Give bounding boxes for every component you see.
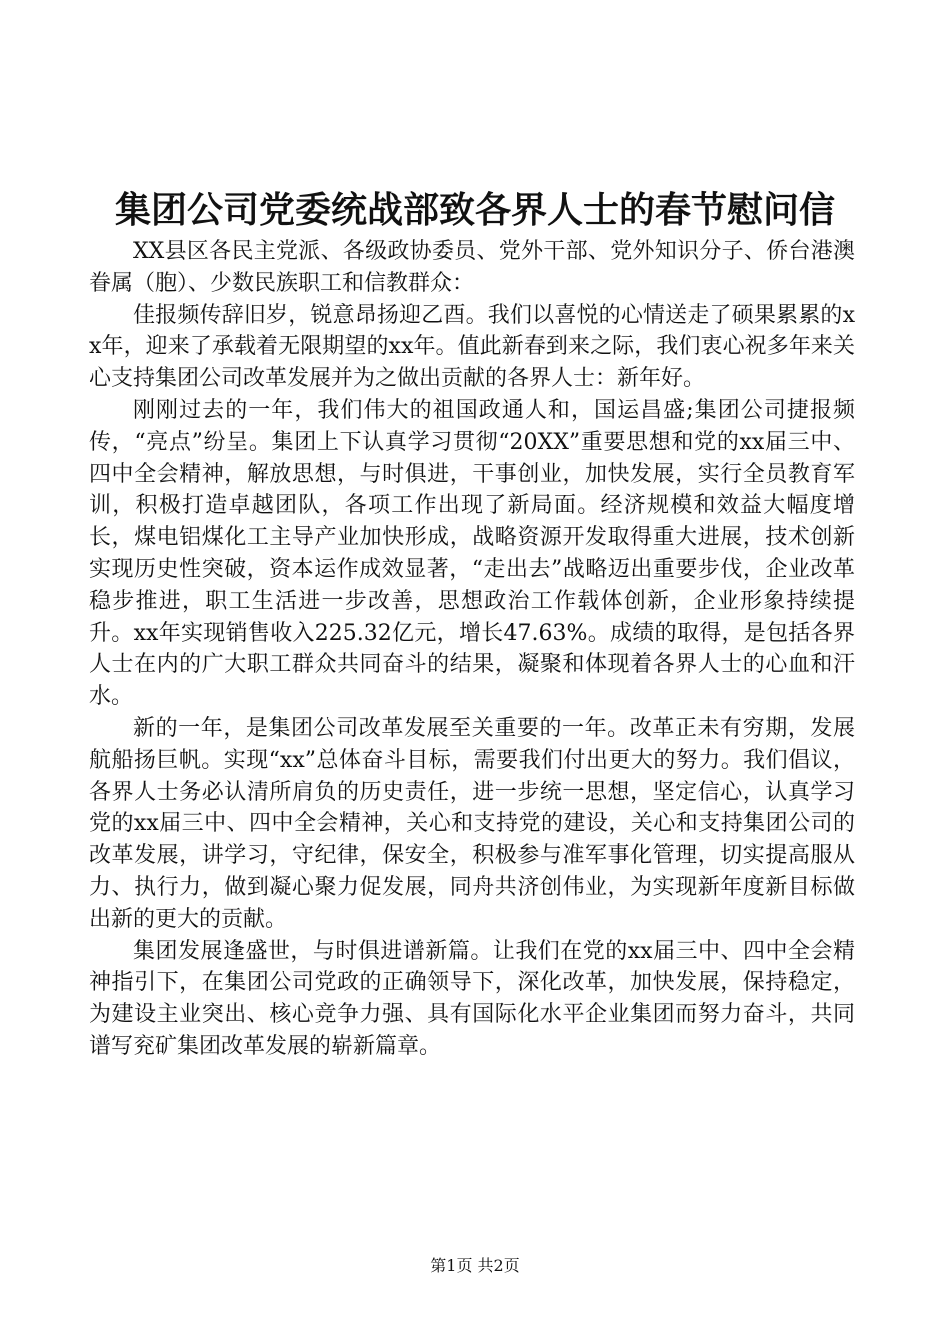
closing-paragraph: 集团发展逢盛世，与时俱进谱新篇。让我们在党的xx届三中、四中全会精神指引下，在集团公司党政的正确领导下，深化改革，加快发展，保持稳定，为建设主业突出、核心竞争力强、具有国际化水平企业集团而努力奋斗，共同谱写兖矿集团改革发展的崭新篇章。 bbox=[89, 938, 855, 1059]
greeting-paragraph: 佳报频传辞旧岁，锐意昂扬迎乙酉。我们以喜悦的心情送走了硕果累累的xx年，迎来了承载着无限期望的xx年。值此新春到来之际，我们衷心祝多年来关心支持集团公司改革发展并为之做出贡献的各界人士：新年好。 bbox=[89, 302, 855, 392]
document-title: 集团公司党委统战部致各界人士的春节慰问信 bbox=[114, 190, 835, 231]
page-number-footer: 第1页 共2页 bbox=[430, 1256, 520, 1275]
initiative-paragraph: 新的一年，是集团公司改革发展至关重要的一年。改革正未有穷期，发展航船扬巨帆。实现“xx”总体奋斗目标，需要我们付出更大的努力。我们倡议，各界人士务必认清所肩负的历史责任，进一步统一思想，坚定信心，认真学习党的xx届三中、四中全会精神，关心和支持党的建设，关心和支持集团公司的改革发展，讲学习，守纪律，保安全，积极参与准军事化管理，切实提高服从力、执行力，做到凝心聚力促发展，同舟共济创伟业，为实现新年度新目标做出新的更大的贡献。 bbox=[89, 715, 855, 932]
salutation-paragraph: XX县区各民主党派、各级政协委员、党外干部、党外知识分子、侨台港澳眷属（胞）、少数民族职工和信教群众： bbox=[89, 239, 855, 296]
document-body bbox=[89, 236, 855, 1063]
review-paragraph: 刚刚过去的一年，我们伟大的祖国政通人和，国运昌盛;集团公司捷报频传，“亮点”纷呈。集团上下认真学习贯彻“20XX”重要思想和党的xx届三中、四中全会精神，解放思想，与时俱进，干事创业，加快发展，实行全员教育军训，积极打造卓越团队，各项工作出现了新局面。经济规模和效益大幅度增长，煤电铝煤化工主导产业加快形成，战略资源开发取得重大进展，技术创新实现历史性突破，资本运作成效显著，“走出去”战略迈出重要步伐，企业改革稳步推进，职工生活进一步改善，思想政治工作载体创新，企业形象持续提升。xx年实现销售收入225.32亿元，增长47.63%。成绩的取得，是包括各界人士在内的广大职工群众共同奋斗的结果，凝聚和体现着各界人士的心血和汗水。 bbox=[89, 397, 855, 710]
